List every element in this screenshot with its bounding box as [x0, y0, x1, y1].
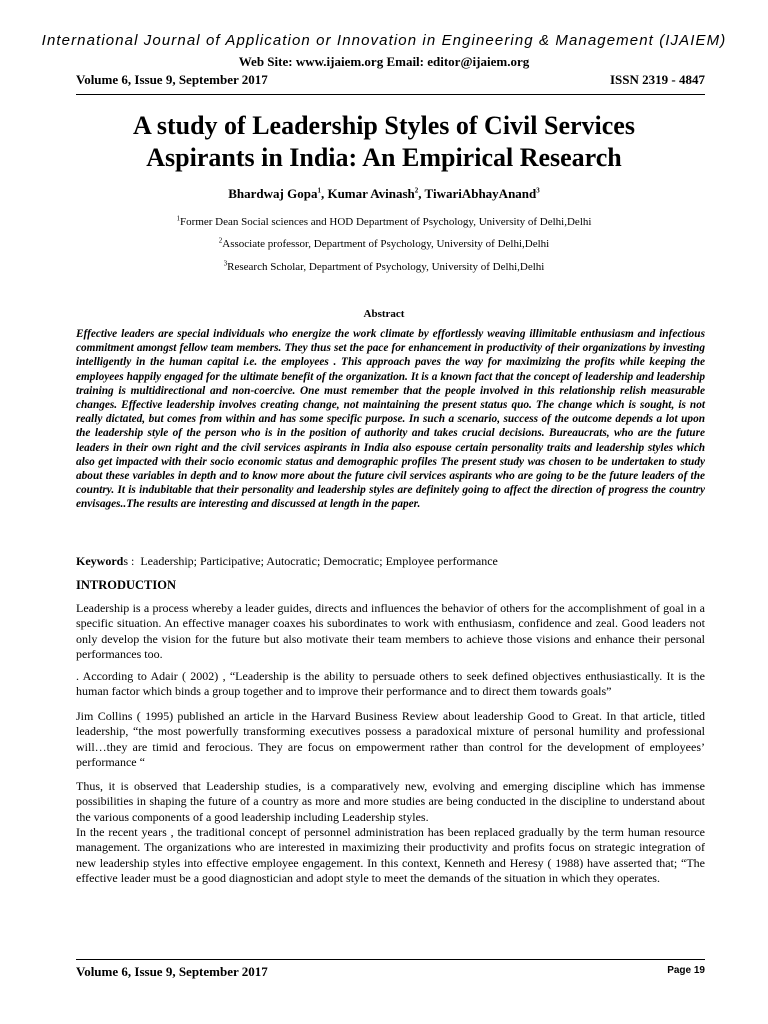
intro-paragraph-2: . According to Adair ( 2002) , “Leadership is the ability to persuade others to seek defined objectives enthusiastically. It is the human factor which binds a group together and to improve their performance and to direct them towards goals”	[76, 669, 705, 699]
affiliation-text: Research Scholar, Department of Psychology, University of Delhi,Delhi	[227, 261, 545, 273]
author-name: Kumar Avinash	[327, 186, 415, 201]
intro-paragraph-4: Thus, it is observed that Leadership studies, is a comparatively new, evolving and emerging discipline which has immense possibilities in shaping the future of a country as more and more studies are being conducted in the discipline to understand about the various components of a good leadership including Leadership styles.	[76, 779, 705, 824]
affiliation-3	[0, 261, 768, 273]
footer-issue: Volume 6, Issue 9, September 2017	[76, 964, 268, 979]
header-issn: ISSN 2319 - 4847	[610, 72, 705, 87]
keywords-text: Leadership; Participative; Autocratic; Democratic; Employee performance	[140, 554, 498, 568]
intro-paragraph-3: Jim Collins ( 1995) published an article in the Harvard Business Review about leadership Good to Great. In that article, titled leadership, “the most powerfully transforming executives possess a paradoxical mixture of personal humility and professional will…they are timid and ferocious. They are focus on empowerment rather than control for the development of employees’ performance “	[76, 709, 705, 769]
authors	[0, 186, 768, 202]
keywords-label-suffix: s :	[123, 554, 141, 568]
author-mark: 3	[536, 186, 540, 195]
issue-line	[76, 72, 705, 88]
keywords-label: Keyword	[76, 554, 124, 568]
introduction-heading: INTRODUCTION	[76, 578, 177, 592]
header-rule	[76, 94, 705, 95]
affiliation-2	[0, 238, 768, 250]
author-mark: 1	[317, 186, 321, 195]
title-line-2: Aspirants in India: An Empirical Research	[146, 143, 622, 172]
affiliation-mark: 1	[176, 214, 181, 223]
affiliation-mark: 3	[223, 259, 228, 268]
affiliation-1	[0, 216, 768, 228]
affiliation-text: Associate professor, Department of Psychology, University of Delhi,Delhi	[222, 238, 550, 250]
intro-paragraph-1: Leadership is a process whereby a leader guides, directs and influences the behavior of others for the accomplishment of goal in a specific situation. An effective manager coaxes his subordinates to work with enthusiasm, confidence and zeal. Good leaders not only develop the vision for the future but also motivate their team members to achieve those visions and enhance their personal performances too.	[76, 601, 705, 661]
journal-header: International Journal of Application or Innovation in Engineering & Management (IJAIEM)	[41, 32, 727, 49]
footer-rule	[76, 959, 705, 960]
author-separator: ,	[320, 186, 328, 201]
author-name: TiwariAbhayAnand	[424, 186, 537, 201]
keywords	[76, 554, 705, 569]
abstract-body: Effective leaders are special individuals who energize the work climate by effortlessly weaving illimitable enthusiasm and infectious commitment amongst fellow team members. They thus set the pace for enhancement in productivity of their organizations by investing intelligently in the human capital i.e. the employees . This approach paves the way for maximizing the profits while keeping the employees happily engaged for the ultimate benefit of the organization. It is a known fact that the concept of leadership and leadership training is multidirectional and non-coercive. One must remember that the people involved in this relationship relish measurable changes. Effective leadership involves creating change, not maintaining the present status quo. The change which is sought, is not really dictated, but comes from within and has some specific purpose. In such a scenario, success of the outcome depends a lot upon the leadership style of the person who is in the position of authority and takes crucial decisions. Bureaucrats, who are the future leaders in their own right and the civil services aspirants in India also espouse certain personality traits and leadership styles which also get impacted with their socio economic status and demographic profiles The present study was chosen to be undertaken to study about these variables in depth and to know more about the future civil services aspirants who are going to be the future leaders of the country. It is indubitable that their personality and leadership styles are definitely going to affect the direction of progress the country envisages..The results are interesting and discussed at length in the paper.	[76, 328, 705, 511]
affiliation-text: Former Dean Social sciences and HOD Department of Psychology, University of Delhi,Delhi	[180, 216, 592, 228]
title-line-1: A study of Leadership Styles of Civil Services	[133, 111, 635, 140]
author-separator: ,	[418, 186, 425, 201]
footer-page: Page 19	[667, 965, 705, 976]
header-issue: Volume 6, Issue 9, September 2017	[76, 72, 268, 87]
intro-paragraph-5: In the recent years , the traditional concept of personnel administration has been replaced gradually by the term human resource management. The organizations who are interested in maximizing their productivity and profits focus on strategic integration of new leadership styles into effective employee engagement. In this context, Kenneth and Heresy ( 1988) have asserted that; “The effective leader must be a good diagnostician and adopt style to meet the demands of the situation in which they operates.	[76, 825, 705, 885]
abstract-heading: Abstract	[363, 308, 405, 320]
affiliation-mark: 2	[218, 236, 223, 245]
author-mark: 2	[414, 186, 419, 195]
author-name: Bhardwaj Gopa	[228, 186, 318, 201]
website-line: Web Site: www.ijaiem.org Email: editor@ijaiem.org	[238, 54, 530, 69]
paper-title	[60, 110, 708, 174]
